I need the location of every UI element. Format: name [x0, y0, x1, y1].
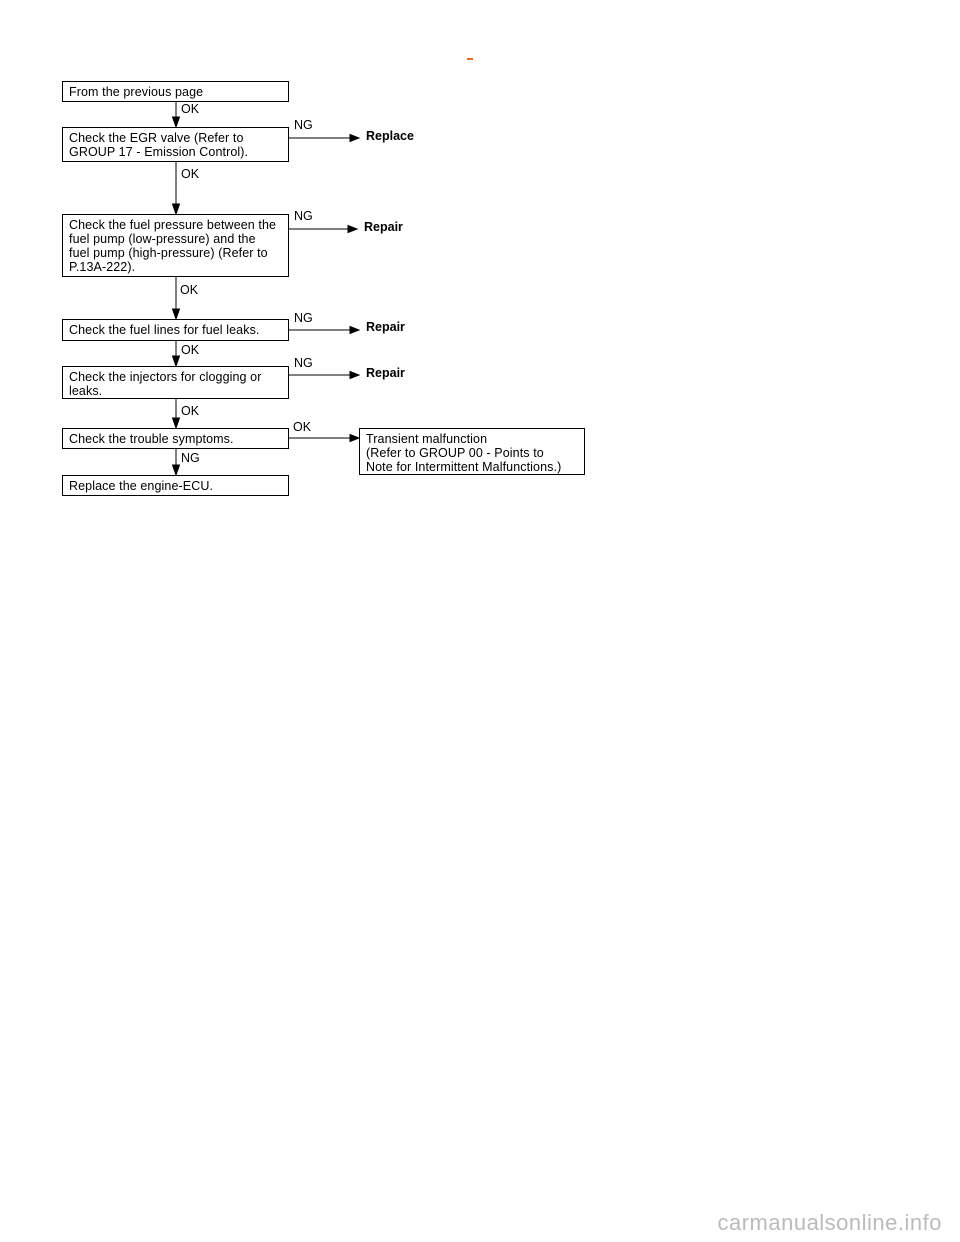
label-ok-4: OK	[181, 343, 200, 357]
label-ok-horizontal: OK	[293, 420, 312, 434]
result-repair-1: Repair	[364, 220, 403, 234]
arrow-right-1	[350, 135, 359, 142]
label-ok-1: OK	[181, 102, 200, 116]
box-check-injectors: Check the injectors for clogging or leaks.	[62, 366, 289, 399]
result-repair-2: Repair	[366, 320, 405, 334]
arrow-right-5	[350, 435, 359, 442]
watermark-text: carmanualsonline.info	[717, 1210, 942, 1235]
arrow-down-1	[173, 117, 180, 127]
arrow-right-2	[348, 226, 357, 233]
box-replace-engine-ecu: Replace the engine-ECU.	[62, 475, 289, 496]
arrow-down-4	[173, 356, 180, 366]
box-check-trouble-symptoms: Check the trouble symptoms.	[62, 428, 289, 449]
box-from-previous-page: From the previous page	[62, 81, 289, 102]
label-ok-3: OK	[180, 283, 199, 297]
arrow-down-5	[173, 418, 180, 428]
label-ok-2: OK	[181, 167, 200, 181]
label-ng-3: NG	[294, 311, 313, 325]
label-ng-4: NG	[294, 356, 313, 370]
result-repair-3: Repair	[366, 366, 405, 380]
arrow-down-3	[173, 309, 180, 319]
box-check-fuel-pressure: Check the fuel pressure between the fuel pump (low-pressure) and the fuel pump (high-pressure) (Refer to P.13A-222).	[62, 214, 289, 277]
arrow-down-2	[173, 204, 180, 214]
arrow-right-3	[350, 327, 359, 334]
box-check-egr-valve: Check the EGR valve (Refer to GROUP 17 - Emission Control).	[62, 127, 289, 162]
label-ng-1: NG	[294, 118, 313, 132]
box-check-fuel-lines: Check the fuel lines for fuel leaks.	[62, 319, 289, 341]
label-ng-6: NG	[181, 451, 200, 465]
box-transient-malfunction: Transient malfunction (Refer to GROUP 00 - Points to Note for Intermittent Malfunctions.)	[359, 428, 585, 475]
label-ok-5: OK	[181, 404, 200, 418]
arrow-down-6	[173, 465, 180, 475]
label-ng-2: NG	[294, 209, 313, 223]
result-replace: Replace	[366, 129, 414, 143]
arrow-right-4	[350, 372, 359, 379]
